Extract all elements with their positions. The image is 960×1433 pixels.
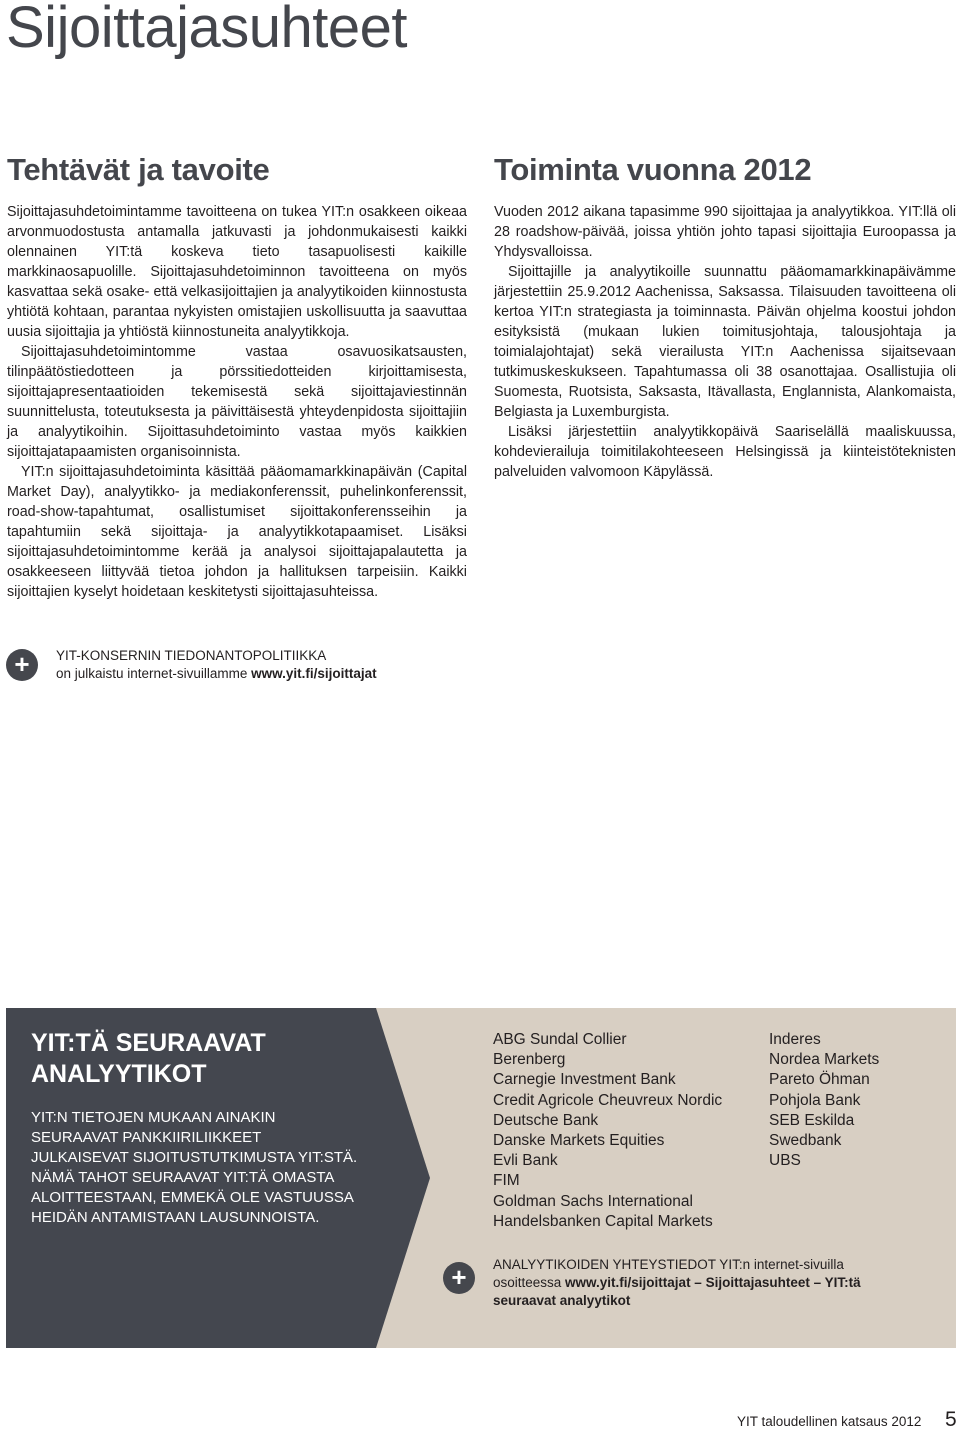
analyst-item: Inderes [769, 1031, 821, 1048]
analyst-item: Danske Markets Equities [493, 1132, 665, 1150]
activity-heading: Toiminta vuonna 2012 [494, 152, 812, 187]
tasks-section [7, 152, 467, 602]
activity-paragraph-1: Vuoden 2012 aikana tapasimme 990 sijoittajaa ja analyytikkoa. YIT:llä oli 28 roadshow-päivää, joissa yhtiön johto tapasi sijoittajia Euroopassa ja Yhdysvalloissa. [494, 204, 956, 260]
analysts-heading: YIT:TÄ SEURAAVAT ANALYYTIKOT [31, 1029, 266, 1088]
analyst-item: Handelsbanken Capital Markets [493, 1212, 713, 1230]
analyst-item: Pohjola Bank [769, 1091, 861, 1109]
analyst-item: Berenberg [493, 1051, 566, 1069]
footer-title: YIT taloudellinen katsaus 2012 [737, 1414, 922, 1429]
analyst-item: Deutsche Bank [493, 1111, 599, 1129]
analyst-item: Nordea Markets [769, 1051, 880, 1069]
investors-link[interactable]: www.yit.fi/sijoittajat [251, 666, 377, 681]
analyst-item: Swedbank [769, 1132, 842, 1150]
analyst-item: UBS [769, 1152, 801, 1170]
analysts-list-2 [769, 1030, 879, 1171]
disclosure-policy-title: YIT-KONSERNIN TIEDONANTOPOLITIIKKA [56, 648, 327, 663]
activity-paragraph-3: Lisäksi järjestettiin analyytikkopäivä Saariselällä maaliskuussa, kohdevierailuja toimitilakohteeseen Helsingissä ja kiinteistöteknisten palveluiden valvomoon Käpylässä. [494, 424, 956, 480]
plus-icon: + [443, 1262, 475, 1294]
activity-paragraph-2: Sijoittajille ja analyytikoille suunnattu pääomamarkkinapäivämme järjestettiin 25.9.2012 Aachenissa, Saksassa. Tilaisuuden tavoitteena oli kertoa YIT:n strategiasta ja toiminnasta. Päivän ohjelma koostui johdon esityksistä (mukaan lukien toimitusjohtaja, talousjohtaja ja toimialajohtajat) sekä vierailusta YIT:n Aachenissa sijaitsevaan tutkimuskeskukseen. Tapahtumassa oli 38 osanottajaa. Osallistujia oli Suomesta, Ruotsista, Saksasta, Itävallasta, Englannista, Alankomaista, Belgiasta ja Luxemburgista. [494, 264, 956, 420]
tasks-paragraph-3: YIT:n sijoittajasuhdetoiminta käsittää pääomamarkkinapäivän (Capital Market Day), analyytikko- ja mediakonferenssit, puhelinkonferenssit, road-show-tapahtumat, osallistumiset sijoittakonferensseihin ja tapahtumiin sekä sijoittaja- ja analyytikkotapaamiset. Lisäksi sijoittajasuhdetoimintomme kerää ja analysoi sijoittajapalautetta ja osakkeeseen liittyvää tietoa johdon ja hallituksen tarpeisiin. Kaikki sijoittajien kyselyt hoidetaan keskitetysti sijoittajasuhteissa. [7, 464, 467, 600]
analyst-contacts-title: ANALYYTIKOIDEN YHTEYSTIEDOT YIT:n internet-sivuilla [493, 1257, 844, 1272]
analyst-item: Carnegie Investment Bank [493, 1071, 676, 1089]
activity-section [494, 152, 956, 482]
analyst-contacts-text: osoitteessa www.yit.fi/sijoittajat – Sijoittajasuhteet – YIT:tä seuraavat analyytikot [493, 1275, 861, 1308]
page-number: 5 [945, 1408, 957, 1431]
analyst-item: SEB Eskilda [769, 1111, 855, 1129]
tasks-heading: Tehtävät ja tavoite [7, 152, 270, 187]
analyst-item: FIM [493, 1172, 520, 1190]
analyst-item: Goldman Sachs International [493, 1192, 693, 1210]
tasks-paragraph-1: Sijoittajasuhdetoimintamme tavoitteena on tukea YIT:n osakkeen oikeaa arvonmuodostusta antamalla jatkuvasti ja johdonmukaisesti kaikki olennainen YIT:tä koskeva tieto tasapuolisesti kaikille markkinaosapuolille. Sijoittajasuhdetoiminnon tavoitteena on myös kasvattaa sekä osake- että velkasijoittajien ja analyytikoiden kiinnostusta yhtiötä kohtaan, parantaa nykyisten omistajien uskollisuutta ja saavuttaa uusia sijoittajia ja yhtiöstä kiinnostuneita analyytikkoja. [7, 204, 467, 340]
analyst-item: Pareto Öhman [769, 1071, 870, 1089]
analyst-item: ABG Sundal Collier [493, 1031, 627, 1048]
tasks-paragraph-2: Sijoittajasuhdetoimintomme vastaa osavuosikatsausten, tilinpäätöstiedotteen ja pörssitiedotteiden kirjoittamisesta, sijoittajapresentaatioiden tekemisestä sekä sijoittajaviestinnän suunnittelusta, toteutuksesta ja päivittäisestä yhteydenpidosta sijoittajiin ja analyytikoihin. Sijoittasuhdetoiminto vastaa myös kaikkien sijoittajatapaamisten organisoinnista. [7, 344, 467, 460]
disclosure-policy-note [56, 647, 476, 683]
plus-icon: + [6, 649, 38, 681]
analysts-box [6, 1008, 956, 1348]
analyst-contacts-link[interactable]: www.yit.fi/sijoittajat – Sijoittajasuhteet – YIT:tä seuraavat analyytikot [493, 1275, 861, 1308]
analysts-description: YIT:N TIETOJEN MUKAAN AINAKIN SEURAAVAT PANKKIIRILIIKKEET JULKAISEVAT SIJOITUSTUTKIMUSTA YIT:STÄ. NÄMÄ TAHOT SEURAAVAT YIT:TÄ OMASTA ALOITTEESTAAN, EMMEKÄ OLE VASTUUSSA HEIDÄN ANTAMISTAAN LAUSUNNOISTA. [31, 1109, 358, 1226]
analysts-list-1 [493, 1030, 722, 1232]
analyst-contacts-note [493, 1256, 913, 1310]
analyst-item: Credit Agricole Cheuvreux Nordic [493, 1091, 723, 1109]
arrow-shape [376, 1008, 430, 1348]
analyst-item: Evli Bank [493, 1152, 558, 1170]
page-title: Sijoittajasuhteet [6, 0, 407, 60]
analysts-box-panel [6, 1008, 376, 1348]
disclosure-policy-text: on julkaistu internet-sivuillamme www.yit.fi/sijoittajat [56, 666, 377, 681]
